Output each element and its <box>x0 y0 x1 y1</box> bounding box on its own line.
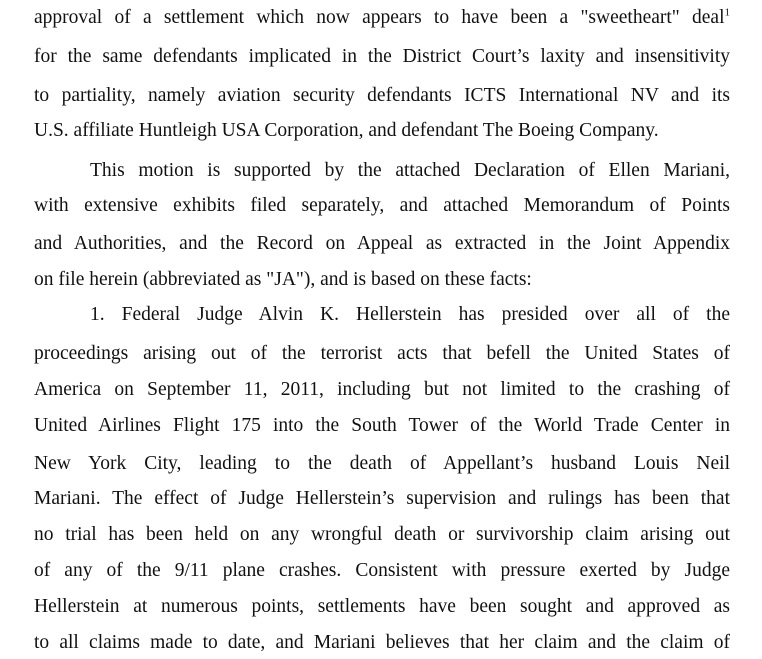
text-line: on file herein (abbreviated as "JA"), and is based on these facts: <box>34 269 532 290</box>
text-line: to all claims made to date, and Mariani believes that her claim and the claim of <box>34 632 730 653</box>
text-line: for the same defendants implicated in the District Court’s laxity and insensitivity <box>34 46 730 67</box>
text-line: Mariani. The effect of Judge Hellerstein’s supervision and rulings has been that <box>34 488 730 509</box>
text-line: United Airlines Flight 175 into the South Tower of the World Trade Center in <box>34 415 730 436</box>
text-line: New York City, leading to the death of Appellant’s husband Louis Neil <box>34 453 730 474</box>
text-line: with extensive exhibits filed separately, and attached Memorandum of Points <box>34 195 730 216</box>
text-line-content: approval of a settlement which now appears to have been a "sweetheart" deal <box>34 7 725 28</box>
text-line: Hellerstein at numerous points, settlements have been sought and approved as <box>34 596 730 617</box>
text-line: America on September 11, 2011, including but not limited to the crashing of <box>34 379 730 400</box>
text-line: proceedings arising out of the terrorist acts that befell the United States of <box>34 343 730 364</box>
text-line: no trial has been held on any wrongful death or survivorship claim arising out <box>34 524 730 545</box>
text-line: to partiality, namely aviation security defendants ICTS International NV and its <box>34 85 730 106</box>
text-line: U.S. affiliate Huntleigh USA Corporation, and defendant The Boeing Company. <box>34 120 659 141</box>
text-line: of any of the 9/11 plane crashes. Consistent with pressure exerted by Judge <box>34 560 730 581</box>
numbered-paragraph-first-line: 1. Federal Judge Alvin K. Hellerstein has presided over all of the <box>90 304 730 325</box>
paragraph-first-line: This motion is supported by the attached Declaration of Ellen Mariani, <box>90 160 730 181</box>
text-line <box>34 5 730 31</box>
text-line: and Authorities, and the Record on Appeal as extracted in the Joint Appendix <box>34 233 730 254</box>
footnote-marker[interactable]: 1 <box>724 6 730 19</box>
